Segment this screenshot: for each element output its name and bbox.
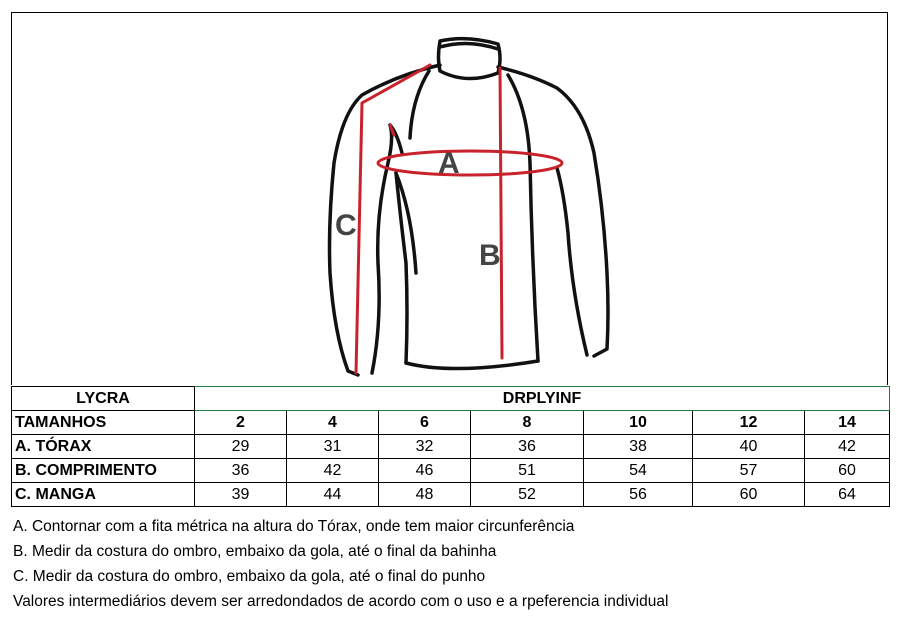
note-chest: A. Contornar com a fita métrica na altura do Tórax, onde tem maior circunferência: [13, 518, 575, 535]
table-cell: 51: [471, 459, 584, 483]
size-header: 2: [195, 411, 287, 435]
shirt-illustration: [12, 13, 889, 386]
table-cell: 38: [584, 435, 693, 459]
label-a: A: [438, 147, 460, 180]
shirt-outline: [330, 39, 609, 375]
size-header: 14: [805, 411, 890, 435]
row-label: C. MANGA: [12, 483, 195, 507]
table-cell: 36: [471, 435, 584, 459]
table-cell: 42: [805, 435, 890, 459]
row-label: B. COMPRIMENTO: [12, 459, 195, 483]
table-cell: 36: [195, 459, 287, 483]
size-header: 12: [693, 411, 805, 435]
length-measure-line: [500, 68, 502, 358]
note-length: B. Medir da costura do ombro, embaixo da gola, até o final da bahinha: [13, 543, 497, 560]
label-c: C: [335, 209, 357, 242]
label-b: B: [479, 239, 501, 272]
table-cell: 60: [693, 483, 805, 507]
table-cell: 42: [287, 459, 379, 483]
table-row-chest: [12, 435, 890, 459]
size-header: 4: [287, 411, 379, 435]
chest-measure-line: [378, 151, 562, 175]
table-cell: 56: [584, 483, 693, 507]
size-header: 10: [584, 411, 693, 435]
brand-row: [12, 387, 890, 411]
table-cell: 54: [584, 459, 693, 483]
size-header: 8: [471, 411, 584, 435]
table-cell: 48: [379, 483, 471, 507]
table-cell: 31: [287, 435, 379, 459]
product-label: LYCRA: [12, 387, 195, 411]
table-cell: 46: [379, 459, 471, 483]
garment-illustration-panel: [11, 12, 888, 385]
sizes-header-label: TAMANHOS: [12, 411, 195, 435]
table-row-length: [12, 459, 890, 483]
size-chart-table: [11, 386, 890, 507]
table-cell: 52: [471, 483, 584, 507]
table-row-sleeve: [12, 483, 890, 507]
table-cell: 40: [693, 435, 805, 459]
row-label: A. TÓRAX: [12, 435, 195, 459]
table-cell: 44: [287, 483, 379, 507]
table-cell: 39: [195, 483, 287, 507]
measurement-notes: [13, 514, 668, 614]
table-cell: 60: [805, 459, 890, 483]
table-cell: 64: [805, 483, 890, 507]
size-header: 6: [379, 411, 471, 435]
sleeve-measure-line: [356, 65, 430, 373]
note-rounding: Valores intermediários devem ser arredondados de acordo com o uso e a rpeferencia individual: [13, 593, 669, 610]
note-sleeve: C. Medir da costura do ombro, embaixo da gola, até o final do punho: [13, 568, 486, 585]
table-cell: 57: [693, 459, 805, 483]
brand-label: DRPLYINF: [195, 387, 890, 411]
sizes-header-row: [12, 411, 890, 435]
table-cell: 32: [379, 435, 471, 459]
table-cell: 29: [195, 435, 287, 459]
